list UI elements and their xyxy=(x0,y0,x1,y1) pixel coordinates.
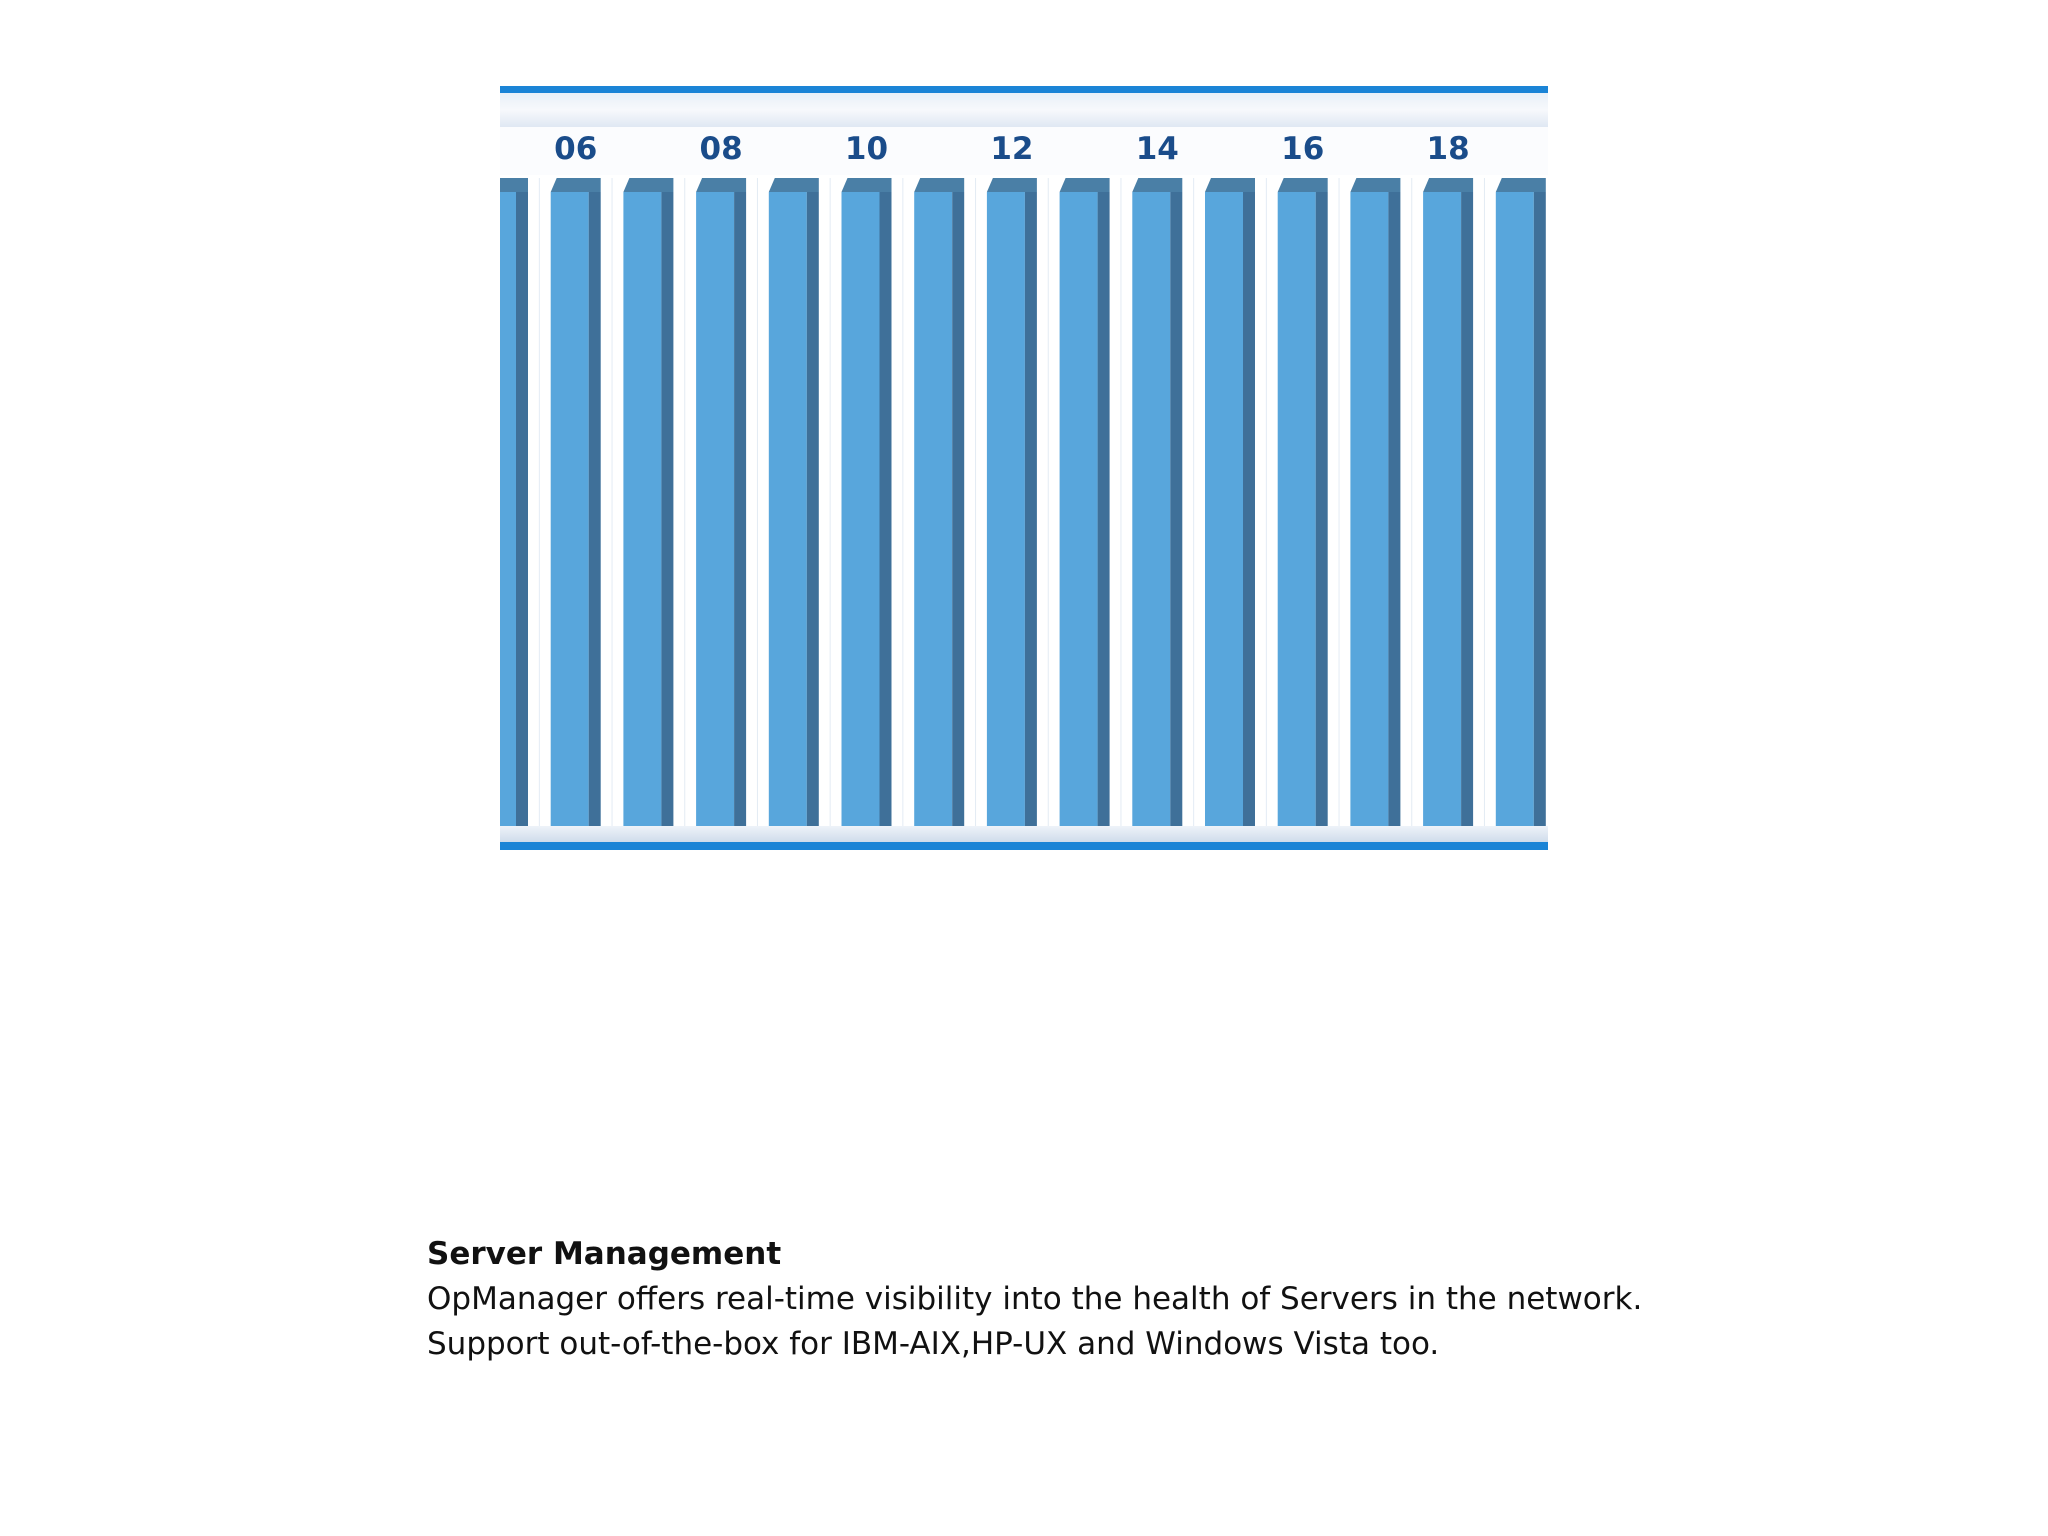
bar-front xyxy=(842,192,880,826)
bar-series xyxy=(500,178,1546,826)
bottom-band xyxy=(500,826,1548,842)
bar-cap xyxy=(551,178,601,192)
bar-side xyxy=(589,192,601,826)
bar-14 xyxy=(1132,178,1182,826)
bar-front xyxy=(1496,192,1534,826)
bar-cap xyxy=(1132,178,1182,192)
bar-cap xyxy=(696,178,746,192)
bar-19 xyxy=(1496,178,1546,826)
bar-front xyxy=(987,192,1025,826)
bar-chart-svg xyxy=(500,86,1548,850)
bar-cap xyxy=(1060,178,1110,192)
bar-front xyxy=(1423,192,1461,826)
bar-12 xyxy=(987,178,1037,826)
tick-label-10: 10 xyxy=(844,131,889,167)
bar-cap xyxy=(842,178,892,192)
bar-front xyxy=(914,192,952,826)
bar-side xyxy=(1534,192,1546,826)
bar-cap xyxy=(987,178,1037,192)
bar-front xyxy=(623,192,661,826)
bar-chart xyxy=(500,86,1548,850)
bar-cap xyxy=(1205,178,1255,192)
bar-07 xyxy=(623,178,673,826)
bar-cap xyxy=(500,178,528,192)
top-band xyxy=(500,93,1548,127)
bar-13 xyxy=(1060,178,1110,826)
caption-line-1: OpManager offers real-time visibility into the health of Servers in the network. xyxy=(427,1281,1643,1317)
bar-front xyxy=(1350,192,1388,826)
bar-16 xyxy=(1278,178,1328,826)
bar-front xyxy=(1205,192,1243,826)
bar-side xyxy=(1025,192,1037,826)
tick-label-18: 18 xyxy=(1426,131,1470,167)
bar-cap xyxy=(1423,178,1473,192)
bar-06 xyxy=(551,178,601,826)
bar-side xyxy=(1243,192,1255,826)
bar-front xyxy=(1060,192,1098,826)
bar-front xyxy=(1132,192,1170,826)
bar-front xyxy=(1278,192,1316,826)
bar-side xyxy=(1461,192,1473,826)
bar-side xyxy=(1316,192,1328,826)
tick-label-06: 06 xyxy=(554,131,598,167)
bar-cap xyxy=(1496,178,1546,192)
caption-title: Server Management xyxy=(427,1236,782,1272)
bar-front xyxy=(696,192,734,826)
top-accent-border xyxy=(500,86,1548,93)
bar-11 xyxy=(914,178,964,826)
bar-side xyxy=(1388,192,1400,826)
bar-side xyxy=(807,192,819,826)
bar-cap xyxy=(914,178,964,192)
bar-side xyxy=(1098,192,1110,826)
bar-cap xyxy=(1278,178,1328,192)
bar-side xyxy=(516,192,528,826)
tick-label-12: 12 xyxy=(990,131,1034,167)
bar-17 xyxy=(1350,178,1400,826)
bar-05 xyxy=(500,178,528,826)
tick-label-14: 14 xyxy=(1135,131,1179,167)
bar-cap xyxy=(623,178,673,192)
bar-cap xyxy=(1350,178,1400,192)
bar-18 xyxy=(1423,178,1473,826)
bar-10 xyxy=(842,178,892,826)
bar-front xyxy=(551,192,589,826)
bar-side xyxy=(1170,192,1182,826)
tick-label-08: 08 xyxy=(699,131,743,167)
bar-09 xyxy=(769,178,819,826)
caption-line-2: Support out-of-the-box for IBM-AIX,HP-UX and Windows Vista too. xyxy=(427,1326,1440,1362)
bar-15 xyxy=(1205,178,1255,826)
bar-side xyxy=(880,192,892,826)
tick-label-16: 16 xyxy=(1281,131,1325,167)
bar-front xyxy=(500,192,516,826)
bar-side xyxy=(661,192,673,826)
bar-side xyxy=(952,192,964,826)
bar-side xyxy=(734,192,746,826)
bottom-accent-border xyxy=(500,842,1548,850)
bar-cap xyxy=(769,178,819,192)
bar-front xyxy=(769,192,807,826)
bar-08 xyxy=(696,178,746,826)
caption-block xyxy=(427,1232,1827,1367)
